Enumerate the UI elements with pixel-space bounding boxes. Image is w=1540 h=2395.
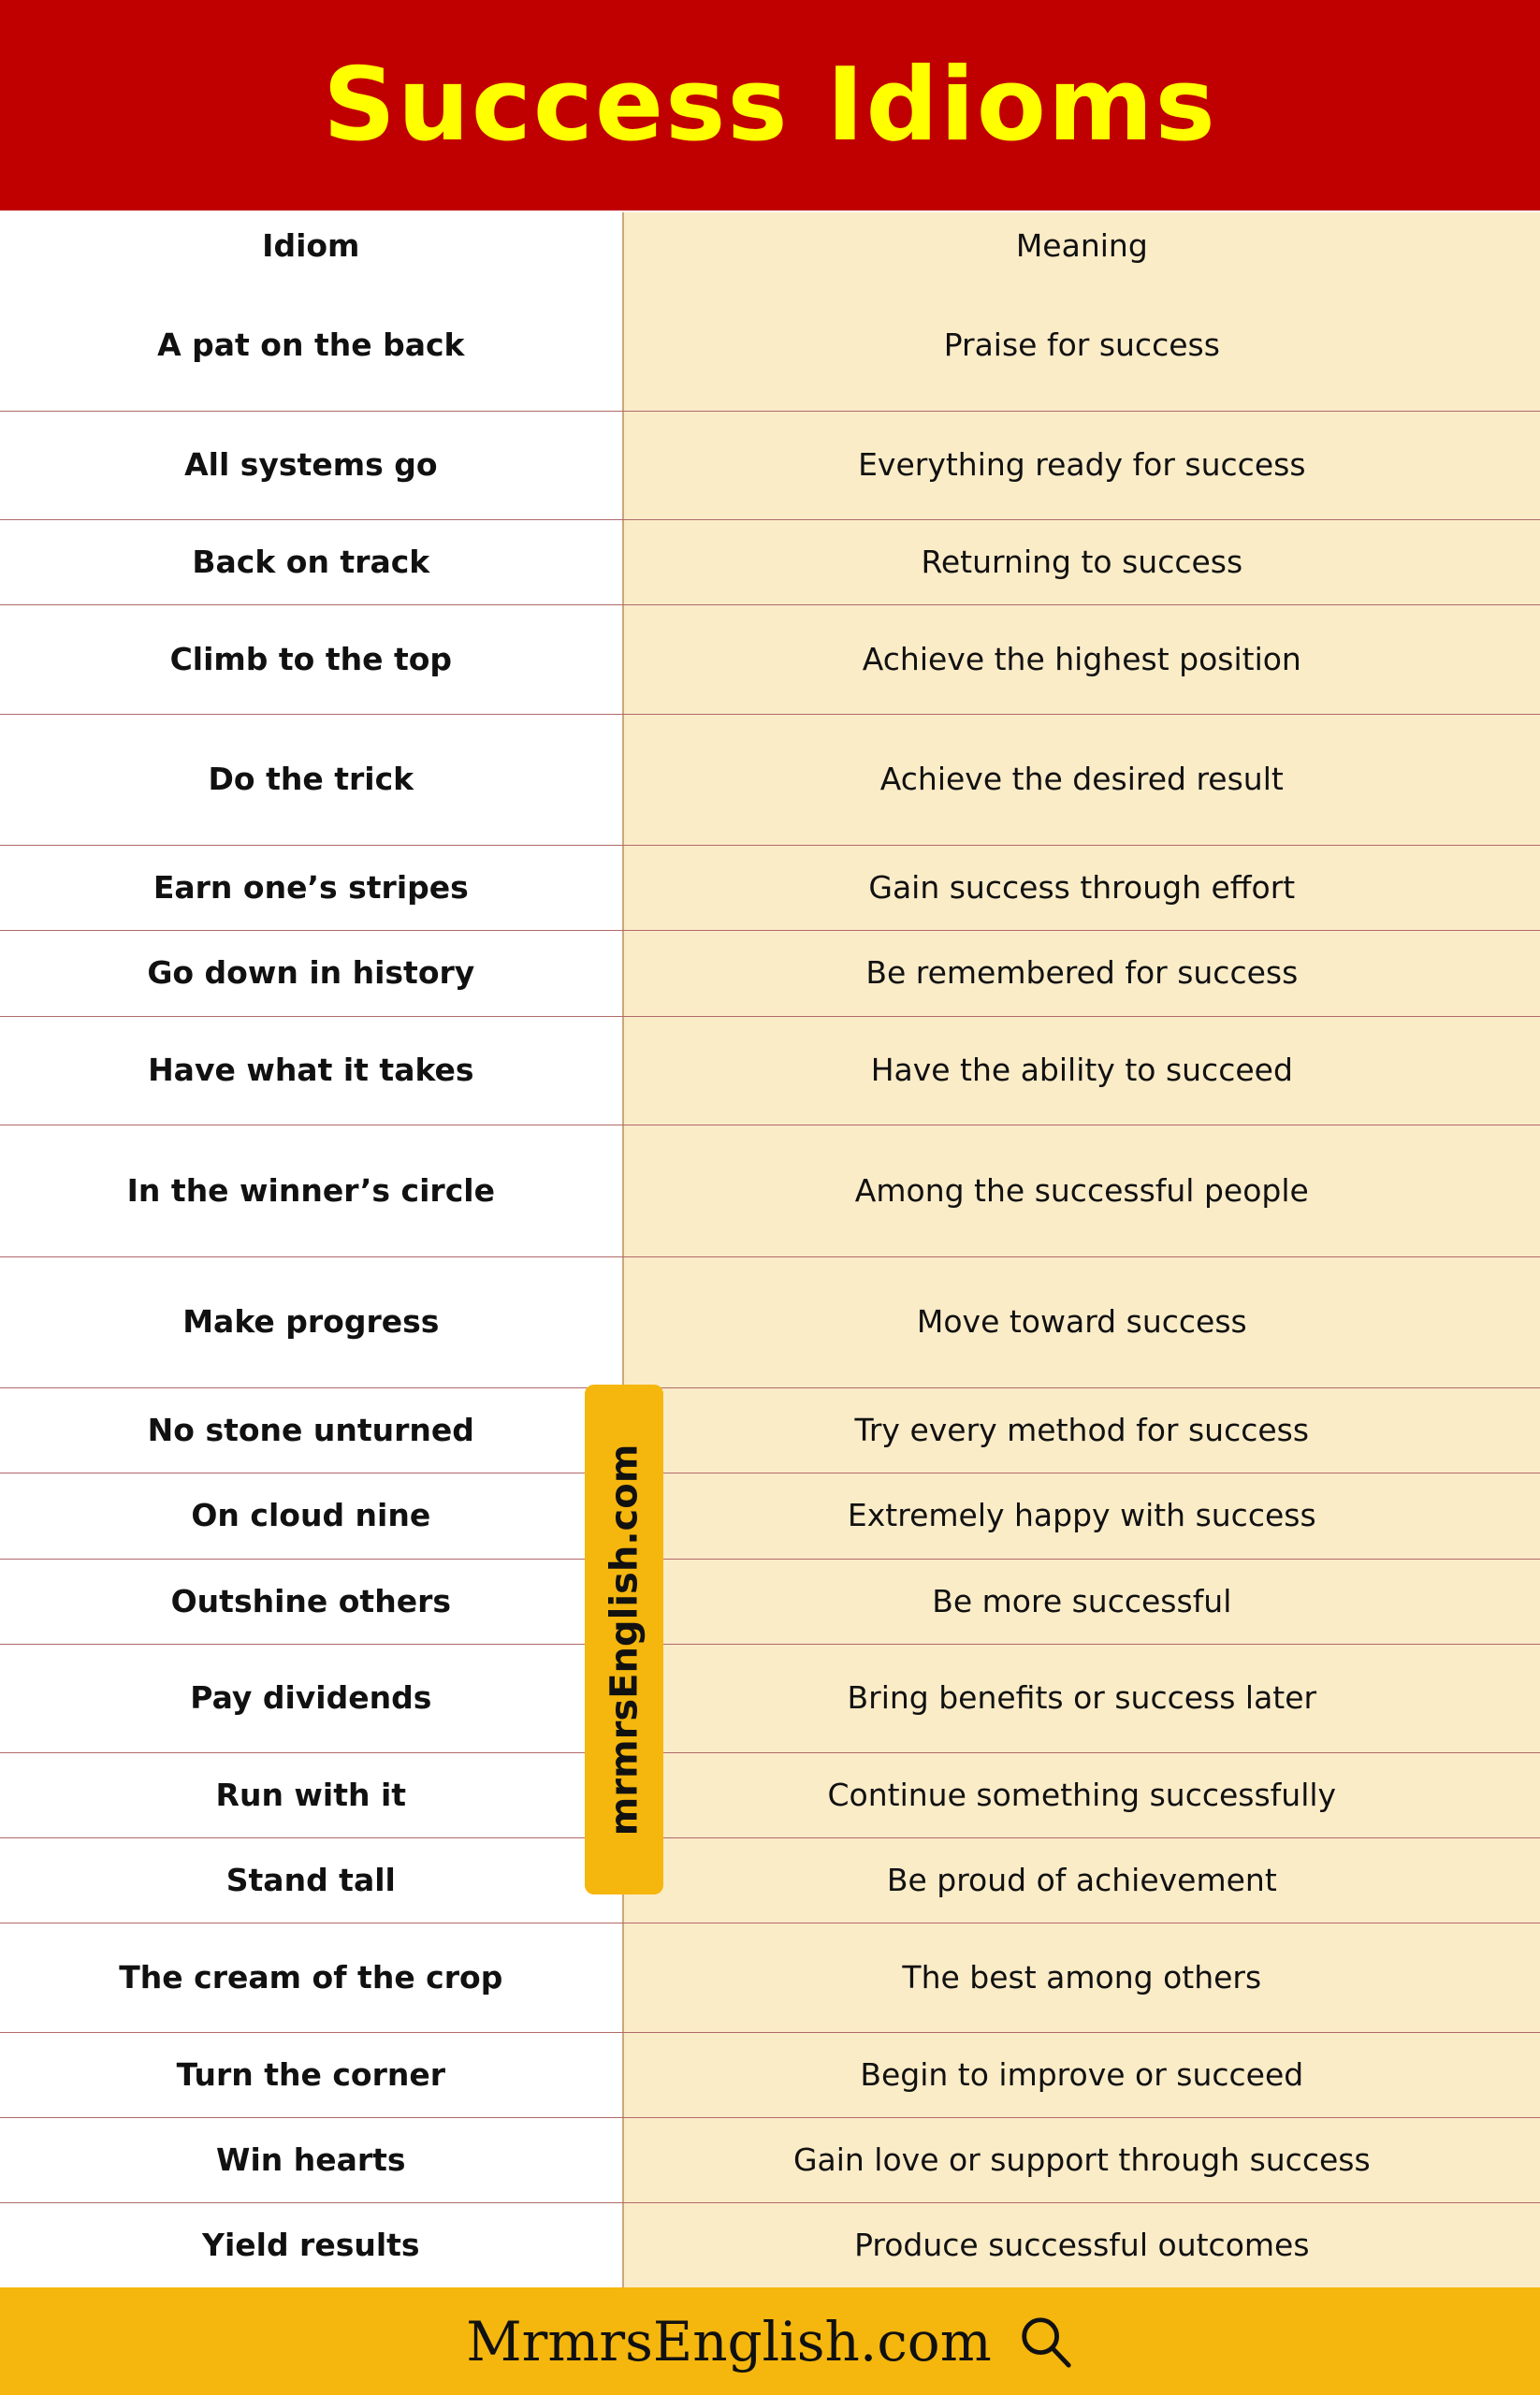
meaning-cell: Achieve the desired result	[624, 715, 1540, 846]
meaning-cell: The best among others	[624, 1923, 1540, 2031]
idiom-cell: Run with it	[0, 1753, 624, 1837]
idiom-cell: Earn one’s stripes	[0, 846, 624, 930]
idiom-cell: Climb to the top	[0, 605, 624, 713]
table-row	[0, 2203, 1540, 2287]
footer-bar	[0, 2287, 1540, 2395]
meaning-cell: Be remembered for success	[624, 931, 1540, 1015]
meaning-cell: Produce successful outcomes	[624, 2203, 1540, 2287]
meaning-cell: Try every method for success	[624, 1388, 1540, 1473]
table-row	[0, 1125, 1540, 1257]
table-row	[0, 846, 1540, 931]
idiom-cell: The cream of the crop	[0, 1923, 624, 2031]
idiom-cell: Go down in history	[0, 931, 624, 1015]
title-banner	[0, 0, 1540, 210]
table-row	[0, 1560, 1540, 1645]
page-title: Success Idioms	[323, 46, 1217, 164]
meaning-cell: Continue something successfully	[624, 1753, 1540, 1837]
meaning-cell: Gain success through effort	[624, 846, 1540, 930]
table-body	[0, 280, 1540, 2287]
table-row	[0, 1645, 1540, 1753]
idiom-cell: No stone unturned	[0, 1388, 624, 1473]
table-row	[0, 1257, 1540, 1389]
meaning-cell: Praise for success	[624, 280, 1540, 411]
idiom-cell: Yield results	[0, 2203, 624, 2287]
idiom-cell: Back on track	[0, 520, 624, 604]
watermark-tab	[585, 1385, 663, 1894]
meaning-cell: Begin to improve or succeed	[624, 2033, 1540, 2117]
meaning-cell: Returning to success	[624, 520, 1540, 604]
table-row	[0, 1838, 1540, 1923]
meaning-cell: Gain love or support through success	[624, 2118, 1540, 2202]
table-row	[0, 2118, 1540, 2203]
meaning-cell: Be more successful	[624, 1560, 1540, 1644]
idiom-cell: Stand tall	[0, 1838, 624, 1923]
meaning-cell: Extremely happy with success	[624, 1473, 1540, 1558]
idiom-cell: A pat on the back	[0, 280, 624, 411]
table-row	[0, 931, 1540, 1016]
table-row	[0, 412, 1540, 520]
idiom-cell: Make progress	[0, 1257, 624, 1388]
table-header-row	[0, 212, 1540, 280]
idiom-cell: Pay dividends	[0, 1645, 624, 1752]
idiom-cell: All systems go	[0, 412, 624, 519]
table-row	[0, 1923, 1540, 2032]
idioms-table	[0, 210, 1540, 2287]
idiom-cell: Win hearts	[0, 2118, 624, 2202]
idiom-cell: In the winner’s circle	[0, 1125, 624, 1256]
meaning-cell: Everything ready for success	[624, 412, 1540, 519]
search-icon	[1016, 2313, 1074, 2371]
table-row	[0, 520, 1540, 605]
idiom-cell: Do the trick	[0, 715, 624, 846]
watermark-label: mrmrsEnglish.com	[603, 1444, 647, 1836]
idiom-cell: Outshine others	[0, 1560, 624, 1644]
column-header-idiom: Idiom	[0, 212, 624, 280]
table-row	[0, 715, 1540, 847]
table-row	[0, 2033, 1540, 2118]
idiom-cell: Have what it takes	[0, 1017, 624, 1125]
idiom-cell: On cloud nine	[0, 1473, 624, 1558]
footer-website-label: MrmrsEnglish.com	[466, 2309, 992, 2373]
table-row	[0, 280, 1540, 412]
idiom-cell: Turn the corner	[0, 2033, 624, 2117]
table-row	[0, 1388, 1540, 1473]
table-row	[0, 605, 1540, 714]
meaning-cell: Move toward success	[624, 1257, 1540, 1388]
table-row	[0, 1017, 1540, 1125]
table-row	[0, 1753, 1540, 1838]
meaning-cell: Achieve the highest position	[624, 605, 1540, 713]
meaning-cell: Be proud of achievement	[624, 1838, 1540, 1923]
meaning-cell: Bring benefits or success later	[624, 1645, 1540, 1752]
meaning-cell: Among the successful people	[624, 1125, 1540, 1256]
column-header-meaning: Meaning	[624, 212, 1540, 280]
table-row	[0, 1473, 1540, 1559]
meaning-cell: Have the ability to succeed	[624, 1017, 1540, 1125]
